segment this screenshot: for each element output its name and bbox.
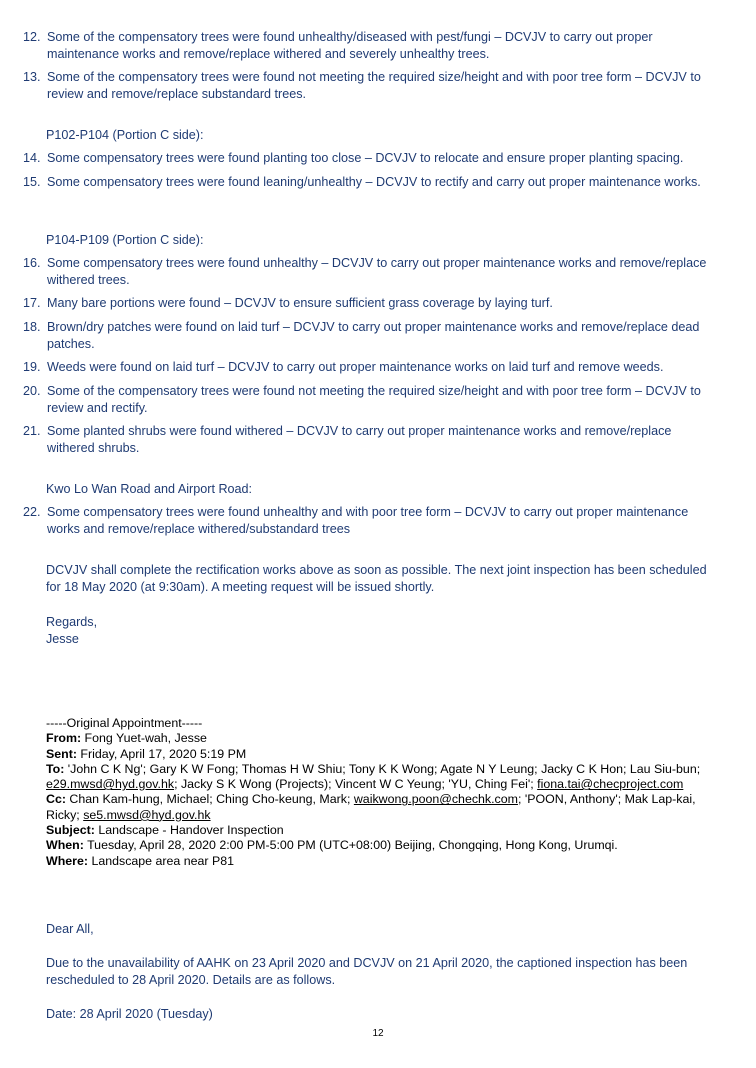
list-item [23, 504, 713, 537]
list-item [23, 69, 713, 102]
item-text: Some of the compensatory trees were found not meeting the required size/height and with poor tree form – DCVJV to review and remove/replace substandard trees. [47, 70, 701, 101]
item-number: 17. [23, 296, 41, 310]
sent-value: Friday, April 17, 2020 5:19 PM [76, 746, 247, 761]
appointment-header [46, 716, 716, 869]
item-text: Some of the compensatory trees were found not meeting the required size/height and with poor tree form – DCVJV to review and rectify. [47, 384, 701, 415]
list-item [23, 359, 713, 376]
item-text: Some compensatory trees were found leaning/unhealthy – DCVJV to rectify and carry out proper maintenance works. [47, 175, 701, 189]
item-number: 15. [23, 175, 41, 189]
from-label: From: [46, 731, 82, 746]
item-text: Some of the compensatory trees were found unhealthy/diseased with pest/fungi – DCVJV to carry out proper maintenance works and remove/replace withered and severely unhealthy trees. [47, 30, 653, 61]
list-item [23, 150, 713, 167]
where-value: Landscape area near P81 [88, 853, 235, 868]
list-item [23, 295, 713, 312]
when-label: When: [46, 838, 84, 853]
email-link[interactable]: fiona.tai@checproject.com [537, 777, 684, 792]
when-value: Tuesday, April 28, 2020 2:00 PM-5:00 PM (UTC+08:00) Beijing, Chongqing, Hong Kong, Urumqi. [83, 838, 618, 853]
item-number: 18. [23, 320, 41, 334]
item-text: Some compensatory trees were found unhealthy – DCVJV to carry out proper maintenance works and remove/replace withered trees. [47, 256, 707, 287]
appointment-banner: -----Original Appointment----- [46, 716, 203, 730]
when-line [46, 838, 716, 853]
item-number: 19. [23, 360, 41, 374]
from-line [46, 731, 716, 746]
to-label: To: [46, 761, 65, 776]
email-link[interactable]: se5.mwsd@hyd.gov.hk [83, 807, 211, 822]
where-label: Where: [46, 853, 88, 868]
email-link[interactable]: e29.mwsd@hyd.gov.hk [46, 777, 175, 792]
page-number: 12 [372, 1028, 384, 1039]
item-text: Many bare portions were found – DCVJV to ensure sufficient grass coverage by laying turf. [47, 296, 553, 310]
email-link[interactable]: waikwong.poon@chechk.com [353, 792, 518, 807]
item-number: 14. [23, 151, 41, 165]
cc-value: Chan Kam-hung, Michael; Ching Cho-keung, Mark; [65, 792, 354, 807]
sent-label: Sent: [46, 746, 77, 761]
list-item [23, 255, 713, 288]
item-number: 22. [23, 505, 41, 519]
list-item [23, 383, 713, 416]
signature: Jesse [46, 632, 79, 646]
item-text: Some compensatory trees were found planting too close – DCVJV to relocate and ensure proper planting spacing. [47, 151, 684, 165]
reschedule-paragraph: Due to the unavailability of AAHK on 23 April 2020 and DCVJV on 21 April 2020, the captioned inspection has been rescheduled to 28 April 2020. Details are as follows. [46, 956, 688, 987]
list-item [23, 174, 713, 191]
from-value: Fong Yuet-wah, Jesse [81, 731, 207, 746]
item-number: 16. [23, 256, 41, 270]
item-text: Brown/dry patches were found on laid turf – DCVJV to carry out proper maintenance works and remove/replace dead patches. [47, 320, 700, 351]
item-number: 21. [23, 424, 41, 438]
cc-label: Cc: [46, 792, 66, 807]
to-line [46, 762, 716, 793]
item-text: Some compensatory trees were found unhealthy and with poor tree form – DCVJV to carry out proper maintenance works and remove/replace withered/substandard trees [47, 505, 689, 536]
subject-line [46, 823, 716, 838]
subject-value: Landscape - Handover Inspection [94, 823, 284, 838]
item-number: 20. [23, 384, 41, 398]
cc-line [46, 792, 716, 823]
list-item [23, 423, 713, 456]
item-text: Weeds were found on laid turf – DCVJV to carry out proper maintenance works on laid turf and remove weeds. [47, 360, 664, 374]
subject-label: Subject: [46, 823, 95, 838]
to-value: 'John C K Ng'; Gary K W Fong; Thomas H W Shiu; Tony K K Wong; Agate N Y Leung; Jacky C K Hon; Lau Siu-bun; [64, 761, 701, 776]
date-line: Date: 28 April 2020 (Tuesday) [46, 1007, 213, 1021]
where-line [46, 854, 716, 869]
section-heading: P104-P109 (Portion C side): [46, 233, 204, 247]
item-text: Some planted shrubs were found withered – DCVJV to carry out proper maintenance works and remove/replace withered shrubs. [47, 424, 672, 455]
section-heading: P102-P104 (Portion C side): [46, 128, 204, 142]
closing-paragraph: DCVJV shall complete the rectification works above as soon as possible. The next joint inspection has been scheduled for 18 May 2020 (at 9:30am). A meeting request will be issued shortly. [46, 563, 707, 594]
list-item [23, 319, 713, 352]
section-heading: Kwo Lo Wan Road and Airport Road: [46, 482, 253, 496]
sent-line [46, 747, 716, 762]
to-value: ; Jacky S K Wong (Projects); Vincent W C Yeung; 'YU, Ching Fei'; [174, 777, 538, 792]
item-number: 12. [23, 30, 41, 44]
greeting: Dear All, [46, 922, 94, 936]
regards-line: Regards, [46, 615, 98, 629]
item-number: 13. [23, 70, 41, 84]
cc-value: ; 'POON, Anthony'; Mak Lap-kai, Ricky; [46, 792, 696, 822]
list-item [23, 29, 713, 62]
